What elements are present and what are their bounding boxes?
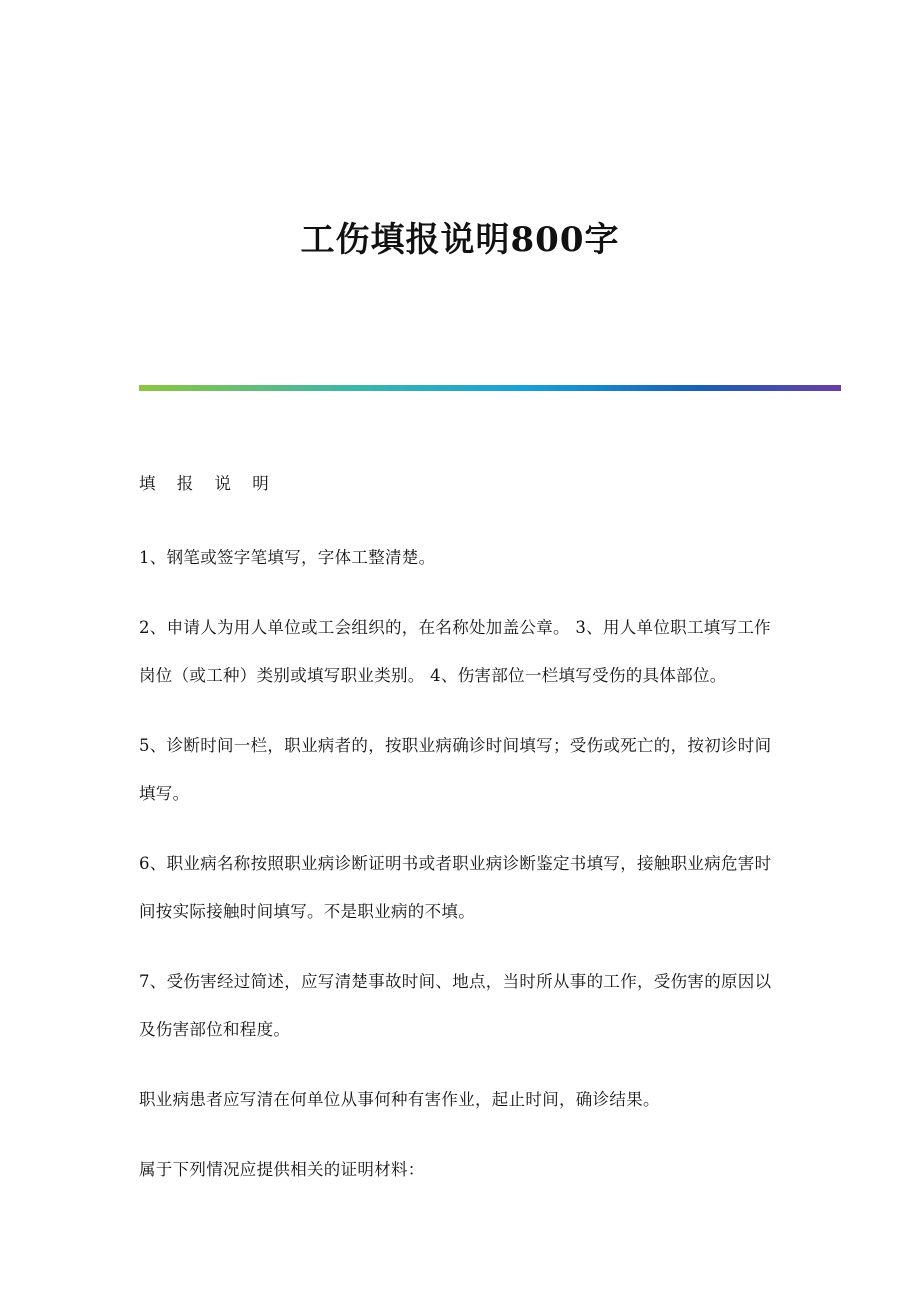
page-title: 工伤填报说明800字 <box>300 220 620 260</box>
paragraph-5: 7、受伤害经过简述，应写清楚事故时间、地点，当时所从事的工作，受伤害的原因以及伤害部位和程度。 <box>139 972 772 1039</box>
paragraph-7: 属于下列情况应提供相关的证明材料： <box>139 1160 425 1179</box>
gradient-divider <box>139 385 841 391</box>
document-body <box>139 464 784 1216</box>
paragraph-4: 6、职业病名称按照职业病诊断证明书或者职业病诊断鉴定书填写，接触职业病危害时间按实际接触时间填写。不是职业病的不填。 <box>139 854 772 921</box>
paragraph-1: 1、钢笔或签字笔填写，字体工整清楚。 <box>139 548 436 567</box>
paragraph-3: 5、诊断时间一栏，职业病者的，按职业病确诊时间填写；受伤或死亡的，按初诊时间填写。 <box>139 736 772 803</box>
section-heading: 填 报 说 明 <box>139 474 277 493</box>
paragraph-6: 职业病患者应写清在何单位从事何种有害作业，起止时间，确诊结果。 <box>139 1090 660 1109</box>
paragraph-2: 2、申请人为用人单位或工会组织的，在名称处加盖公章。 3、用人单位职工填写工作岗位（或工种）类别或填写职业类别。 4、伤害部位一栏填写受伤的具体部位。 <box>139 618 771 685</box>
